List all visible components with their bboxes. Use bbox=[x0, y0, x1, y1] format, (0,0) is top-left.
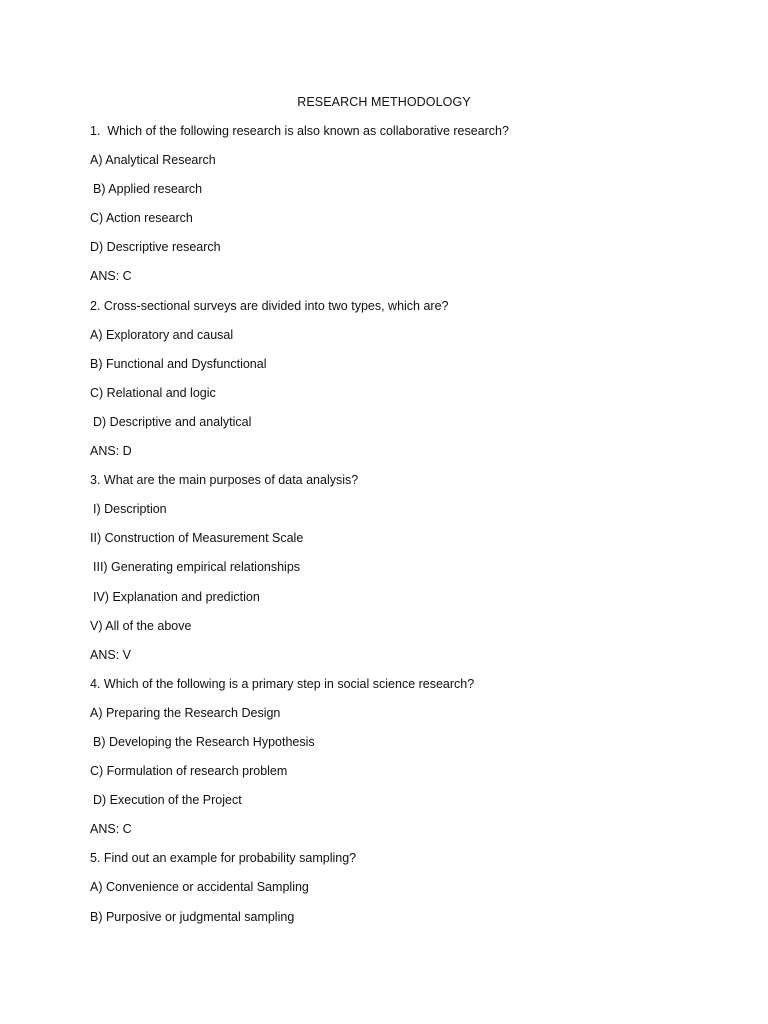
question-5-text: 5. Find out an example for probability sampling? bbox=[90, 851, 357, 866]
question-4-option-c: C) Formulation of research problem bbox=[90, 764, 288, 779]
question-3-option-i: I) Description bbox=[93, 502, 167, 517]
question-1-option-a: A) Analytical Research bbox=[90, 153, 216, 168]
question-1-option-b: B) Applied research bbox=[93, 182, 203, 197]
question-2-text: 2. Cross-sectional surveys are divided into two types, which are? bbox=[90, 298, 449, 313]
document-title: RESEARCH METHODOLOGY bbox=[297, 95, 471, 109]
question-1-text: 1. Which of the following research is also known as collaborative research? bbox=[90, 124, 509, 138]
question-5-option-a: A) Convenience or accidental Sampling bbox=[90, 880, 309, 895]
question-4-option-a: A) Preparing the Research Design bbox=[90, 705, 281, 720]
question-1-option-d: D) Descriptive research bbox=[90, 240, 221, 255]
question-3-answer: ANS: V bbox=[90, 647, 131, 662]
question-2-option-b: B) Functional and Dysfunctional bbox=[90, 356, 267, 371]
question-4-text: 4. Which of the following is a primary step in social science research? bbox=[90, 676, 475, 691]
question-2-answer: ANS: D bbox=[90, 444, 132, 459]
question-4-answer: ANS: C bbox=[90, 822, 132, 837]
question-2-option-a: A) Exploratory and causal bbox=[90, 327, 234, 342]
question-2-option-c: C) Relational and logic bbox=[90, 385, 216, 400]
question-4-option-b: B) Developing the Research Hypothesis bbox=[93, 734, 315, 749]
question-3-option-ii: II) Construction of Measurement Scale bbox=[90, 531, 304, 546]
question-5-option-b: B) Purposive or judgmental sampling bbox=[90, 909, 295, 924]
question-3-option-iv: IV) Explanation and prediction bbox=[93, 589, 260, 604]
question-list bbox=[90, 123, 710, 938]
question-1-answer: ANS: C bbox=[90, 269, 132, 284]
question-3-text: 3. What are the main purposes of data analysis? bbox=[90, 473, 359, 488]
question-4-option-d: D) Execution of the Project bbox=[93, 793, 242, 808]
question-3-option-iii: III) Generating empirical relationships bbox=[93, 560, 301, 575]
question-1-option-c: C) Action research bbox=[90, 211, 193, 226]
question-3-option-v: V) All of the above bbox=[90, 618, 192, 633]
question-2-option-d: D) Descriptive and analytical bbox=[93, 414, 252, 429]
